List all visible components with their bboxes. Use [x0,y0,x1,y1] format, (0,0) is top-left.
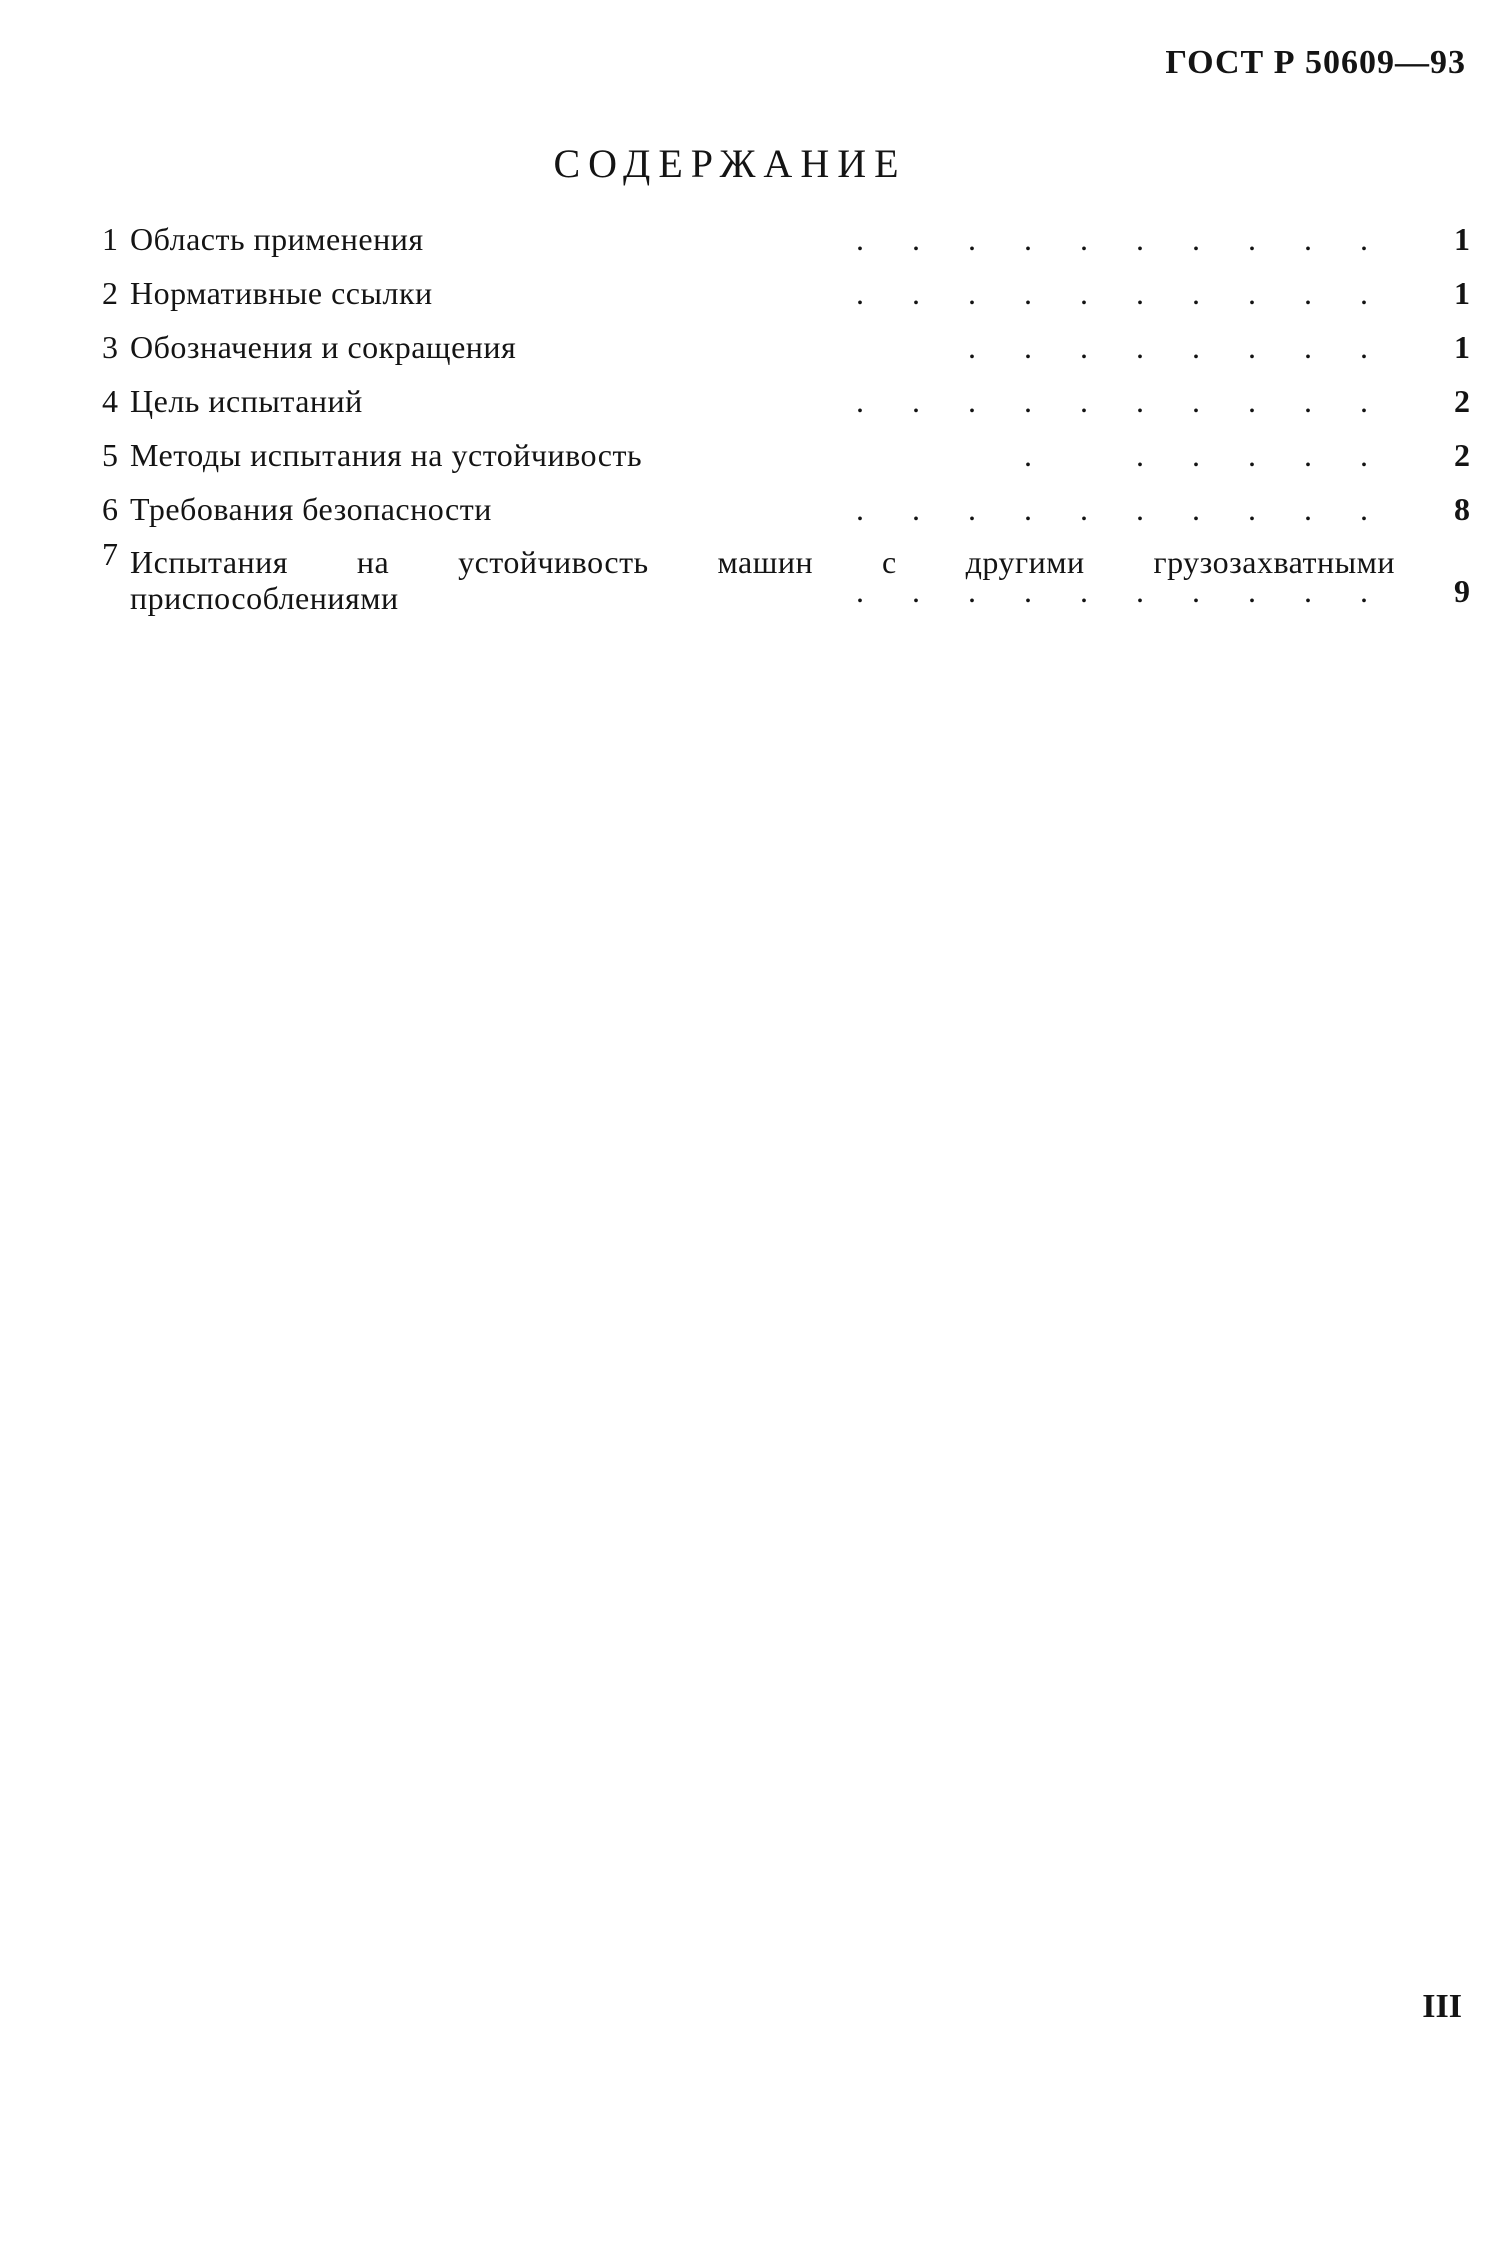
toc-item-page: 2 [1454,383,1470,419]
document-code: ГОСТ Р 50609—93 [1165,44,1466,81]
toc-item-number: 6 [102,491,118,527]
toc-item-number: 5 [102,437,118,473]
toc-leader-dots: . . . . . . . . . . [856,221,1368,257]
toc-item-page: 1 [1454,275,1470,311]
toc-item[interactable] [88,536,1470,616]
toc-leader-dots: . . . . . . . . . . [856,491,1368,527]
toc-item-number: 2 [102,275,118,311]
toc-item-title: Цель испытаний [130,383,363,419]
toc-title: СОДЕРЖАНИЕ [553,141,907,186]
toc-item[interactable] [88,482,1470,536]
table-of-contents [88,212,1470,616]
toc-item-number: 4 [102,383,118,419]
toc-item-title: Требования безопасности [130,491,492,527]
toc-item[interactable] [88,320,1470,374]
toc-item-title: Область применения [130,221,424,257]
toc-leader-dots: . . . . . . . . . . [856,383,1368,419]
toc-item-title: Методы испытания на устойчивость [130,437,643,473]
toc-leader-dots: . . . . . . . . [968,329,1368,365]
toc-item-number: 1 [102,221,118,257]
toc-item-number: 7 [102,536,118,572]
page-number: III [1422,1988,1462,2025]
toc-item-page: 8 [1454,491,1470,527]
toc-item-title-line1: Испытания на устойчивость машин с другими грузозахватными [130,544,1395,580]
toc-leader-dots: . . . . . . . . . . [856,573,1368,609]
toc-item-page: 1 [1454,329,1470,365]
toc-item-page: 1 [1454,221,1470,257]
toc-item[interactable] [88,266,1470,320]
toc-item-number: 3 [102,329,118,365]
toc-item-title: Обозначения и сокращения [130,329,517,365]
toc-item[interactable] [88,428,1470,482]
toc-item[interactable] [88,374,1470,428]
toc-item-page: 9 [1454,573,1470,609]
toc-item-page: 2 [1454,437,1470,473]
toc-item-title-line2: приспособлениями [130,580,399,616]
toc-leader-dots: . . . . . . . . . . [856,275,1368,311]
toc-leader-dots: . . . . . . [1024,437,1368,473]
toc-item-title: Нормативные ссылки [130,275,433,311]
toc-item[interactable] [88,212,1470,266]
